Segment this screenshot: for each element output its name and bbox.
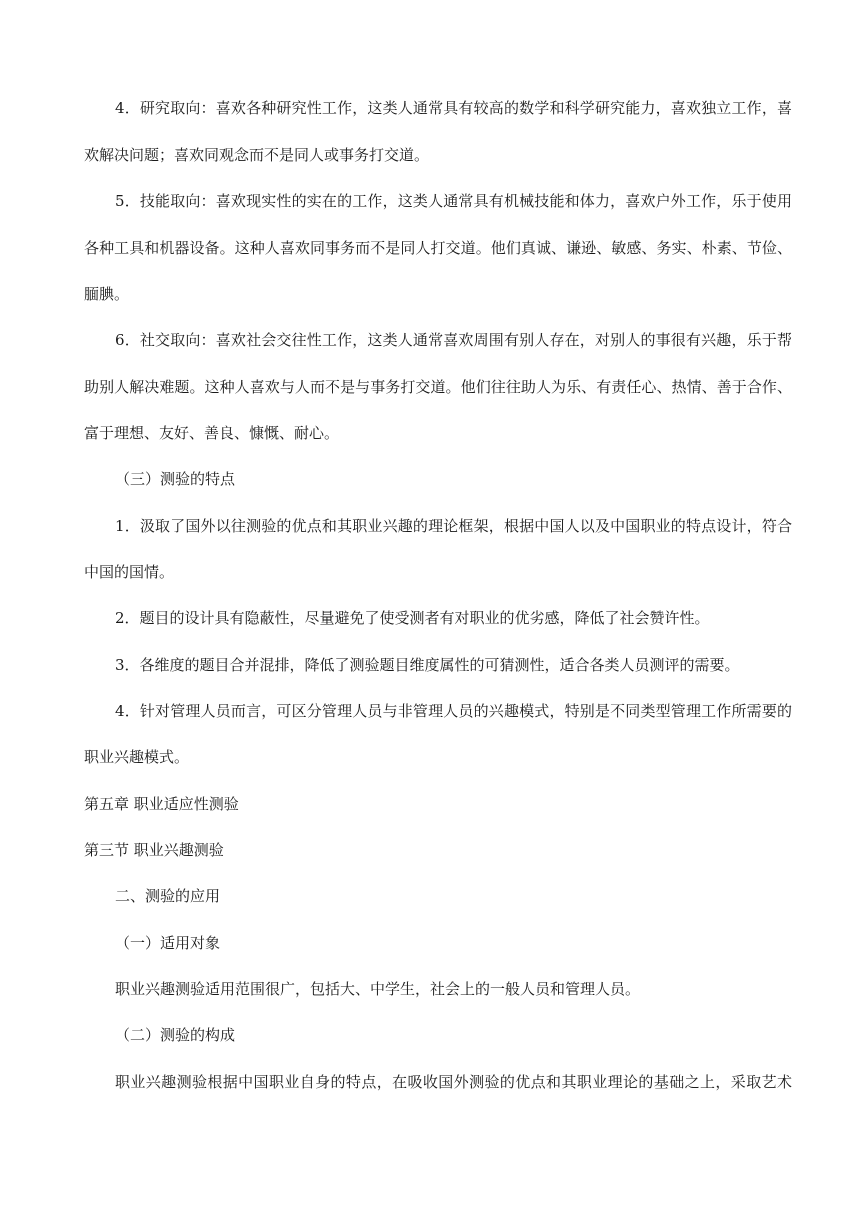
paragraph-skill-line-3: 腼腆。 [84, 285, 130, 303]
subsection-heading-applicable-targets: （一）适用对象 [115, 934, 221, 952]
subsection-heading-test-composition: （二）测验的构成 [115, 1026, 236, 1044]
chapter-heading: 第五章 职业适应性测验 [84, 795, 239, 813]
feature-2: 2．题目的设计具有隐蔽性，尽量避免了使受测者有对职业的优劣感，降低了社会赞许性。 [115, 609, 710, 627]
paragraph-social-line-1: 6．社交取向：喜欢社会交往性工作，这类人通常喜欢周围有别人存在，对别人的事很有兴趣，乐于帮 [115, 331, 792, 349]
paragraph-social-line-3: 富于理想、友好、善良、慷慨、耐心。 [84, 424, 340, 442]
paragraph-skill-line-1: 5．技能取向：喜欢现实性的实在的工作，这类人通常具有机械技能和体力，喜欢户外工作，乐于使用 [115, 192, 792, 210]
feature-4-line-1: 4．针对管理人员而言，可区分管理人员与非管理人员的兴趣模式，特别是不同类型管理工作所需要的 [115, 702, 792, 720]
paragraph-research-line-2: 欢解决问题；喜欢同观念而不是同人或事务打交道。 [84, 146, 430, 164]
section-heading-test-features: （三）测验的特点 [115, 470, 236, 488]
feature-1-line-2: 中国的国情。 [84, 563, 175, 581]
feature-4-line-2: 职业兴趣模式。 [84, 748, 190, 766]
subsection-heading-application: 二、测验的应用 [115, 887, 221, 905]
paragraph-social-line-2: 助别人解决难题。这种人喜欢与人而不是与事务打交道。他们往往助人为乐、有责任心、热情、善于合作、 [84, 378, 792, 396]
feature-3: 3．各维度的题目合并混排，降低了测验题目维度属性的可猜测性，适合各类人员测评的需要。 [115, 656, 740, 674]
paragraph-applicable-targets: 职业兴趣测验适用范围很广，包括大、中学生，社会上的一般人员和管理人员。 [115, 980, 641, 998]
section-heading: 第三节 职业兴趣测验 [84, 841, 224, 859]
feature-1-line-1: 1．汲取了国外以往测验的优点和其职业兴趣的理论框架，根据中国人以及中国职业的特点设计，符合 [115, 517, 792, 535]
paragraph-test-composition-line-1: 职业兴趣测验根据中国职业自身的特点，在吸收国外测验的优点和其职业理论的基础之上，采取艺术 [115, 1073, 792, 1091]
paragraph-research-line-1: 4．研究取向：喜欢各种研究性工作，这类人通常具有较高的数学和科学研究能力，喜欢独立工作，喜 [115, 99, 792, 117]
paragraph-skill-line-2: 各种工具和机器设备。这种人喜欢同事务而不是同人打交道。他们真诚、谦逊、敏感、务实、朴素、节俭、 [84, 239, 792, 257]
